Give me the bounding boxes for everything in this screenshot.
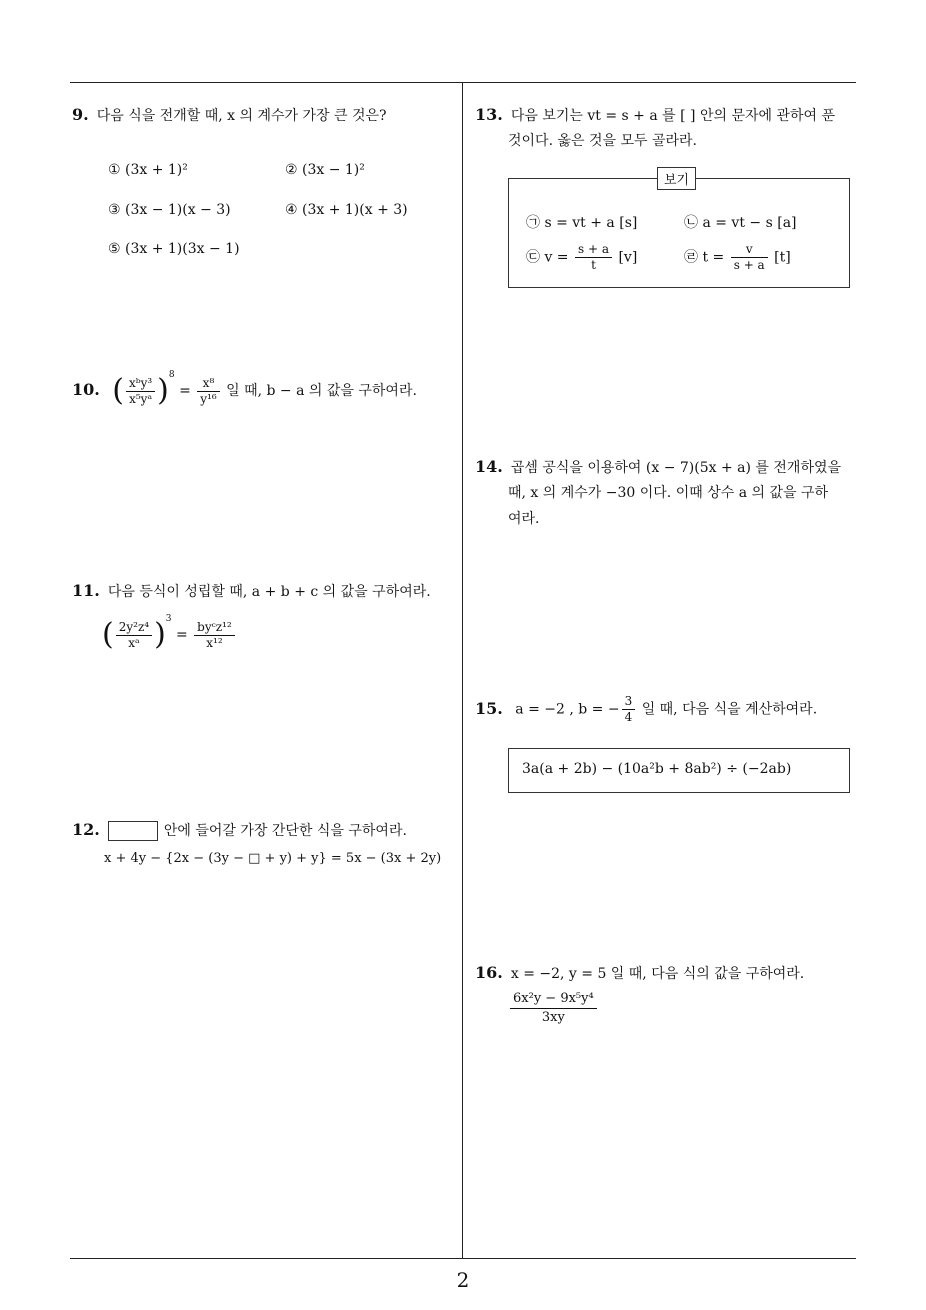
option-2: ㉡ a = vt − s [a]	[684, 215, 797, 231]
question-text: 일 때, b − a 의 값을 구하여라.	[226, 383, 417, 399]
bottom-rule	[70, 1258, 856, 1259]
question-number: 10.	[72, 380, 100, 399]
option-3: ㉢ v = $\frac{s + a}{t}$ [v]	[526, 242, 638, 272]
question-text: 다음 식을 전개할 때, x 의 계수가 가장 큰 것은?	[96, 108, 387, 124]
choice-4[interactable]: ④ (3x + 1)(x + 3)	[285, 202, 408, 218]
question-16	[475, 960, 865, 987]
question-text: 다음 등식이 성립할 때, a + b + c 의 값을 구하여라.	[107, 584, 431, 600]
question-text: 안에 들어갈 가장 간단한 식을 구하여라.	[163, 823, 407, 839]
question-13	[475, 102, 865, 129]
choice-2[interactable]: ② (3x − 1)²	[285, 162, 365, 178]
question-number: 13.	[475, 105, 503, 124]
question-text: 다음 보기는 vt = s + a 를 [ ] 안의 문자에 관하여 푼	[510, 108, 836, 124]
question-number: 11.	[72, 581, 100, 600]
option-1: ㉠ s = vt + a [s]	[526, 215, 638, 231]
question-9	[72, 102, 452, 129]
top-rule	[70, 82, 856, 83]
question-16-fraction: $\frac{\text{6x²y − 9x⁵y⁴}}{3xy}$	[508, 990, 599, 1027]
question-13-line2: 것이다. 옳은 것을 모두 골라라.	[508, 133, 697, 149]
question-14	[475, 454, 865, 481]
question-11-equation: ( $\frac{\text{2y²z⁴}}{\text{xᵃ}}$ )$^3$ = $\frac{\text{byᶜz¹²}}{\text{x¹²}}$	[102, 606, 237, 651]
question-14-line3: 여라.	[508, 511, 540, 527]
choice-3[interactable]: ③ (3x − 1)(x − 3)	[108, 202, 231, 218]
b-fraction: $\frac{3}{4}$	[622, 694, 636, 725]
choice-1[interactable]: ① (3x + 1)²	[108, 162, 188, 178]
question-text: 일 때, 다음 식을 계산하여라.	[641, 701, 818, 718]
question-number: 14.	[475, 457, 503, 476]
question-12-equation: x + 4y − {2x − (3y − □ + y) + y} = 5x − (3x + 2y)	[104, 851, 442, 866]
expression: 3a(a + 2b) − (10a²b + 8ab²) ÷ (−2ab)	[522, 761, 792, 777]
question-number: 12.	[72, 820, 100, 839]
column-divider	[462, 82, 463, 1259]
rhs-fraction: $\frac{\text{byᶜz¹²}}{\text{x¹²}}$	[194, 620, 235, 651]
rhs-fraction: $\frac{\text{x⁸}}{\text{y¹⁶}}$	[197, 376, 219, 407]
question-11	[72, 578, 457, 605]
question-14-line2: 때, x 의 계수가 −30 이다. 이때 상수 a 의 값을 구하	[508, 485, 829, 501]
question-text: 곱셈 공식을 이용하여 (x − 7)(5x + a) 를 전개하였을	[510, 460, 842, 476]
question-number: 16.	[475, 963, 503, 982]
example-box-title: 보기	[657, 167, 696, 190]
question-number: 9.	[72, 105, 89, 124]
question-12	[72, 817, 457, 844]
page-number: 2	[456, 1268, 470, 1292]
answer-blank-box	[108, 821, 158, 841]
question-text: x = −2, y = 5 일 때, 다음 식의 값을 구하여라.	[510, 966, 805, 982]
choice-5[interactable]: ⑤ (3x + 1)(3x − 1)	[108, 241, 240, 257]
question-number: 15.	[475, 698, 503, 718]
question-15: 15. a = −2 , b = − $\frac{3}{4}$ 일 때, 다음 식을 계산하여라.	[475, 694, 818, 724]
option-4: ㉣ t = $\frac{v}{s + a}$ [t]	[684, 242, 791, 272]
lhs-fraction: $\frac{\text{2y²z⁴}}{\text{xᵃ}}$	[116, 620, 152, 651]
question-10: 10. ( $\frac{\text{xᵇy³}}{\text{x⁵yᵃ}}$ )$^8$ = $\frac{\text{x⁸}}{\text{y¹⁶}}$ 일 때, b − a 의 값을 구하여라.	[72, 370, 417, 408]
lhs-fraction: $\frac{\text{xᵇy³}}{\text{x⁵yᵃ}}$	[126, 376, 155, 407]
